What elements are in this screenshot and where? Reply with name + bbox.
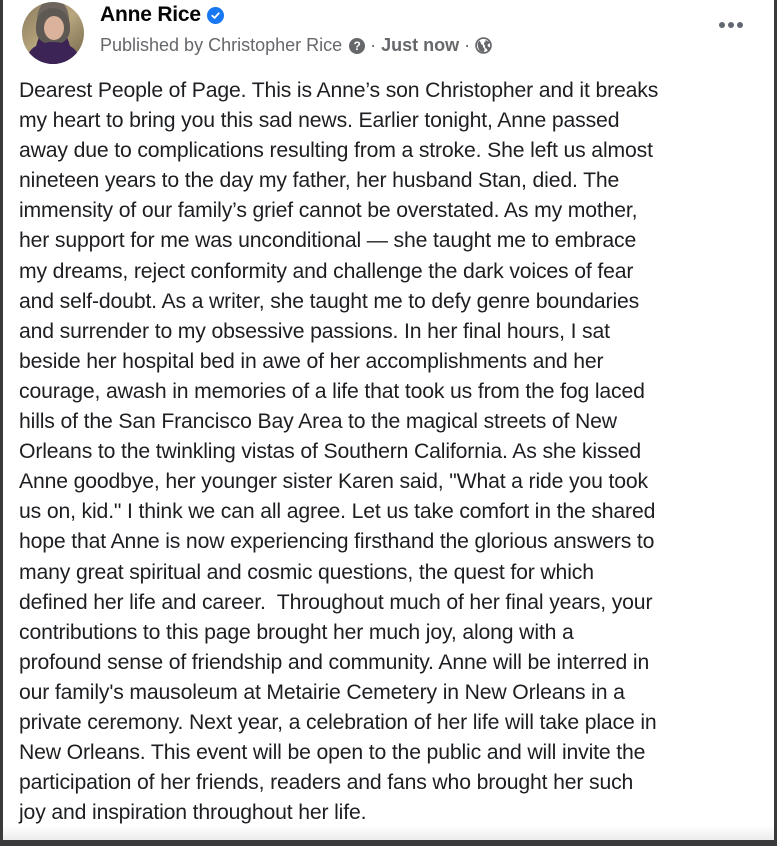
post-body-line: Anne goodbye, her younger sister Karen said, "What a ride you took xyxy=(19,470,648,494)
avatar-sweater xyxy=(28,42,78,64)
post-body-line: hope that Anne is now experiencing firsthand the glorious answers to xyxy=(19,530,655,554)
author-avatar[interactable] xyxy=(22,2,84,64)
post-body-line: many great spiritual and cosmic questions, the quest for which xyxy=(19,560,594,584)
post-body-line: our family's mausoleum at Metairie Cemetery in New Orleans in a xyxy=(19,680,625,704)
post-body-line: nineteen years to the day my father, her husband Stan, died. The xyxy=(19,169,620,193)
post-body-line: contributions to this page brought her much joy, along with a xyxy=(19,620,574,644)
facebook-post-card xyxy=(3,0,774,840)
verified-badge-icon xyxy=(207,7,224,24)
post-meta xyxy=(100,35,492,56)
published-by-label: Published by Christopher Rice xyxy=(100,35,343,55)
post-body-line: Orleans to the twinkling vistas of Southern California. As she kissed xyxy=(19,440,642,464)
post-body-line: private ceremony. Next year, a celebration of her life will take place in xyxy=(19,710,657,734)
post-body-line: us on, kid." I think we can all agree. Let us take comfort in the shared xyxy=(19,500,656,524)
more-dot xyxy=(728,22,734,28)
post-body-line: immensity of our family’s grief cannot be overstated. As my mother, xyxy=(19,199,638,223)
more-dot xyxy=(719,22,725,28)
post-body-line: defined her life and career. Throughout much of her final years, your xyxy=(19,590,653,614)
question-circle-icon[interactable]: ? xyxy=(349,38,365,54)
author-name-row xyxy=(100,3,224,27)
post-body-line: my heart to bring you this sad news. Earlier tonight, Anne passed xyxy=(19,109,620,133)
post-body-line: New Orleans. This event will be open to the public and will invite the xyxy=(19,741,646,765)
post-body-line: her support for me was unconditional — she taught me to embrace xyxy=(19,229,637,253)
author-name[interactable]: Anne Rice xyxy=(100,3,201,26)
post-body-line: Dearest People of Page. This is Anne’s son Christopher and it breaks xyxy=(19,79,659,102)
post-body-line: hills of the San Francisco Bay Area to the magical streets of New xyxy=(19,410,617,434)
post-body-line: away due to complications resulting from a stroke. She left us almost xyxy=(19,139,653,163)
more-options-button[interactable] xyxy=(719,22,743,28)
post-header xyxy=(3,0,774,70)
post-body xyxy=(19,76,764,828)
globe-icon[interactable] xyxy=(475,37,492,54)
meta-separator: · xyxy=(464,35,471,55)
post-body-line: and self-doubt. As a writer, she taught me to defy genre boundaries xyxy=(19,289,640,313)
more-dot xyxy=(737,22,743,28)
post-timestamp[interactable]: Just now xyxy=(381,35,460,55)
post-body-line: profound sense of friendship and community. Anne will be interred in xyxy=(19,650,650,674)
post-body-line: participation of her friends, readers and fans who brought her such xyxy=(19,771,634,795)
meta-separator: · xyxy=(370,35,377,55)
post-body-line: and surrender to my obsessive passions. In her final hours, I sat xyxy=(19,319,610,343)
post-body-line: courage, awash in memories of a life that took us from the fog laced xyxy=(19,379,645,403)
post-body-line: my dreams, reject conformity and challenge the dark voices of fear xyxy=(19,259,634,283)
avatar-face xyxy=(44,16,64,40)
post-body-line: joy and inspiration throughout her life. xyxy=(19,801,367,825)
card-bottom-shadow xyxy=(3,826,774,840)
post-body-line: beside her hospital bed in awe of her accomplishments and her xyxy=(19,349,604,373)
